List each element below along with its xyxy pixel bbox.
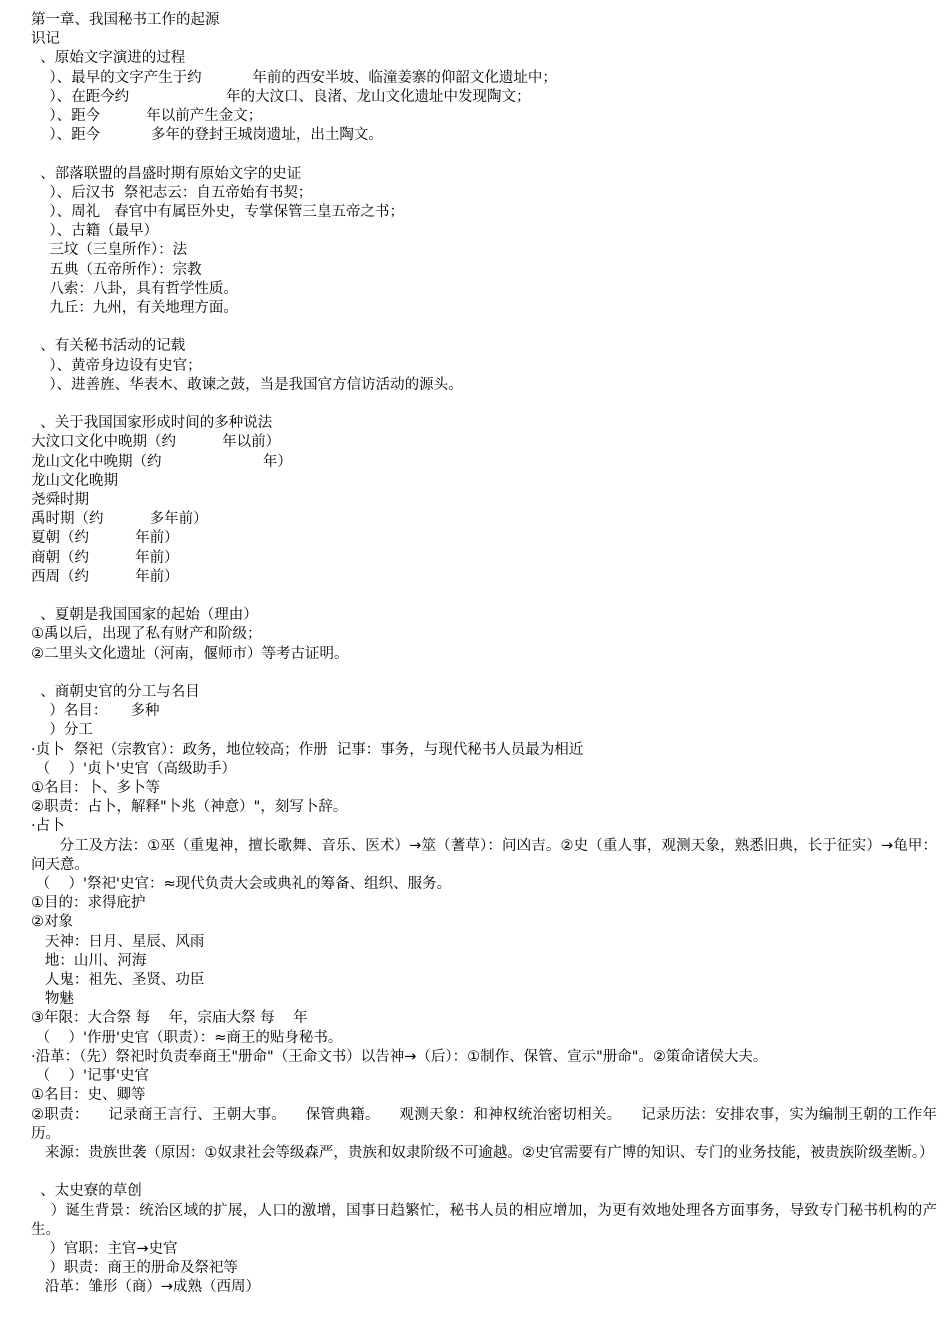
text-line: 天神：日月、星辰、风雨 — [31, 933, 205, 950]
text-line: ②对象 — [31, 914, 73, 931]
text-line: ）职责：商王的册命及祭祀等 — [31, 1260, 238, 1277]
heading-secretary-records: 、有关秘书活动的记载 — [31, 338, 186, 355]
text-line: ）官职：主官→史官 — [31, 1240, 178, 1257]
blank-line — [31, 145, 937, 164]
heading-state-formation: 、关于我国国家形成时间的多种说法 — [31, 415, 273, 432]
text-line: ①名目：史、卿等 — [31, 1087, 146, 1104]
text-line: ·沿革：（先）祭祀时负责奉商王"册命"（王命文书）以告神→（后）：①制作、保管、宣示"册命"。②策命诸侯大夫。 — [31, 1048, 768, 1065]
text-line: ）、在距今约 年的大汶口、良渚、龙山文化遗址中发现陶文； — [31, 88, 531, 105]
text-line: 三坟（三皇所作）：法 — [31, 242, 188, 259]
text-line: 大汶口文化中晚期（约 年以前） — [31, 434, 281, 451]
text-line: 龙山文化中晚期（约 年） — [31, 453, 292, 470]
text-line: （ ）'祭祀'史官：≈现代负责大会或典礼的筹备、组织、服务。 — [31, 876, 452, 893]
text-line: ①禹以后，出现了私有财产和阶级； — [31, 626, 262, 643]
text-line: 夏朝（约 年前） — [31, 530, 179, 547]
text-line: （ ）'作册'史官（职责）：≈商王的贴身秘书。 — [31, 1029, 343, 1046]
text-line: 龙山文化晚期 — [31, 472, 118, 489]
blank-line — [31, 664, 937, 683]
text-paragraph: ②职责： 记录商王言行、王朝大事。 保管典籍。 观测天象：和神权统治密切相关。 记录历法：安排农事，实为编制王朝的工作年历。 — [31, 1106, 937, 1142]
text-line: ）、距今 多年的登封王城岗遗址，出土陶文。 — [31, 127, 383, 144]
text-line: ）、古籍（最早） — [31, 223, 159, 240]
text-line: 八索：八卦，具有哲学性质。 — [31, 280, 238, 297]
text-line: ）、最早的文字产生于约 年前的西安半坡、临潼姜寨的仰韶文化遗址中； — [31, 69, 557, 86]
text-line: ）、周礼 春官中有属臣外史，专掌保管三皇五帝之书； — [31, 204, 405, 221]
text-line: 九丘：九州，有关地理方面。 — [31, 300, 238, 317]
blank-line — [31, 587, 937, 606]
text-line: 商朝（约 年前） — [31, 549, 179, 566]
heading-taishiliao: 、太史寮的草创 — [31, 1183, 142, 1200]
text-line: 沿革：雏形（商）→成熟（西周） — [31, 1279, 260, 1296]
text-line: ）、进善旌、华表木、敢谏之鼓，当是我国官方信访活动的源头。 — [31, 376, 463, 393]
text-line: ③年限：大合祭 每 年，宗庙大祭 每 年 — [31, 1010, 308, 1027]
section-label-memorize: 识记 — [31, 31, 60, 48]
blank-line — [31, 318, 937, 337]
heading-writing-evolution: 、原始文字演进的过程 — [31, 50, 186, 67]
text-line: ）分工 — [31, 722, 93, 739]
text-line: ）、后汉书 祭祀志云：自五帝始有书契； — [31, 184, 313, 201]
text-line: 人鬼：祖先、圣贤、功臣 — [31, 972, 205, 989]
text-paragraph: 来源：贵族世袭（原因：①奴隶社会等级森严，贵族和奴隶阶级不可逾越。②史官需要有广博的知识、专门的业务技能，被贵族阶级垄断。） — [31, 1144, 934, 1161]
text-line: ）、距今 年以前产生金文； — [31, 108, 263, 125]
blank-line — [31, 395, 937, 414]
text-line: ·占卜 — [31, 818, 65, 835]
text-line: ②二里头文化遗址（河南，偃师市）等考古证明。 — [31, 645, 349, 662]
text-line: ①名目：卜、多卜等 — [31, 780, 160, 797]
text-line: 地：山川、河海 — [31, 952, 147, 969]
heading-xia-dynasty: 、夏朝是我国国家的起始（理由） — [31, 607, 258, 624]
document-body — [31, 11, 937, 1298]
text-line: ）名目： 多种 — [31, 703, 160, 720]
text-line: （ ）'贞卜'史官（高级助手） — [31, 760, 237, 777]
chapter-title: 第一章、我国秘书工作的起源 — [31, 12, 220, 28]
text-line: 物魅 — [31, 991, 74, 1008]
text-paragraph: ）诞生背景：统治区域的扩展，人口的激增，国事日趋繁忙，秘书人员的相应增加，为更有效地处理各方面事务，导致专门秘书机构的产生。 — [31, 1202, 938, 1238]
text-line: ②职责：占卜，解释"卜兆（神意）"，刻写卜辞。 — [31, 799, 348, 816]
text-line: ）、黄帝身边设有史官； — [31, 357, 202, 374]
heading-tribal-alliance: 、部落联盟的昌盛时期有原始文字的史证 — [31, 165, 302, 182]
text-line: （ ）'记事'史官 — [31, 1068, 150, 1085]
text-line: ①目的：求得庇护 — [31, 895, 146, 912]
text-line: ·贞卜 祭祀（宗教官）：政务，地位较高；作册 记事：事务，与现代秘书人员最为相近 — [31, 741, 584, 758]
blank-line — [31, 1163, 937, 1182]
text-line: 尧舜时期 — [31, 492, 89, 509]
text-line: 禹时期（约 多年前） — [31, 511, 208, 528]
text-line: 西周（约 年前） — [31, 568, 179, 585]
heading-shang-historians: 、商朝史官的分工与名目 — [31, 684, 200, 701]
text-paragraph: 分工及方法：①巫（重鬼神，擅长歌舞、音乐、医术）→筮（蓍草）：问凶吉。②史（重人事，观测天象，熟悉旧典，长于征实）→龟甲：问天意。 — [31, 837, 938, 873]
text-line: 五典（五帝所作）：宗教 — [31, 261, 202, 278]
